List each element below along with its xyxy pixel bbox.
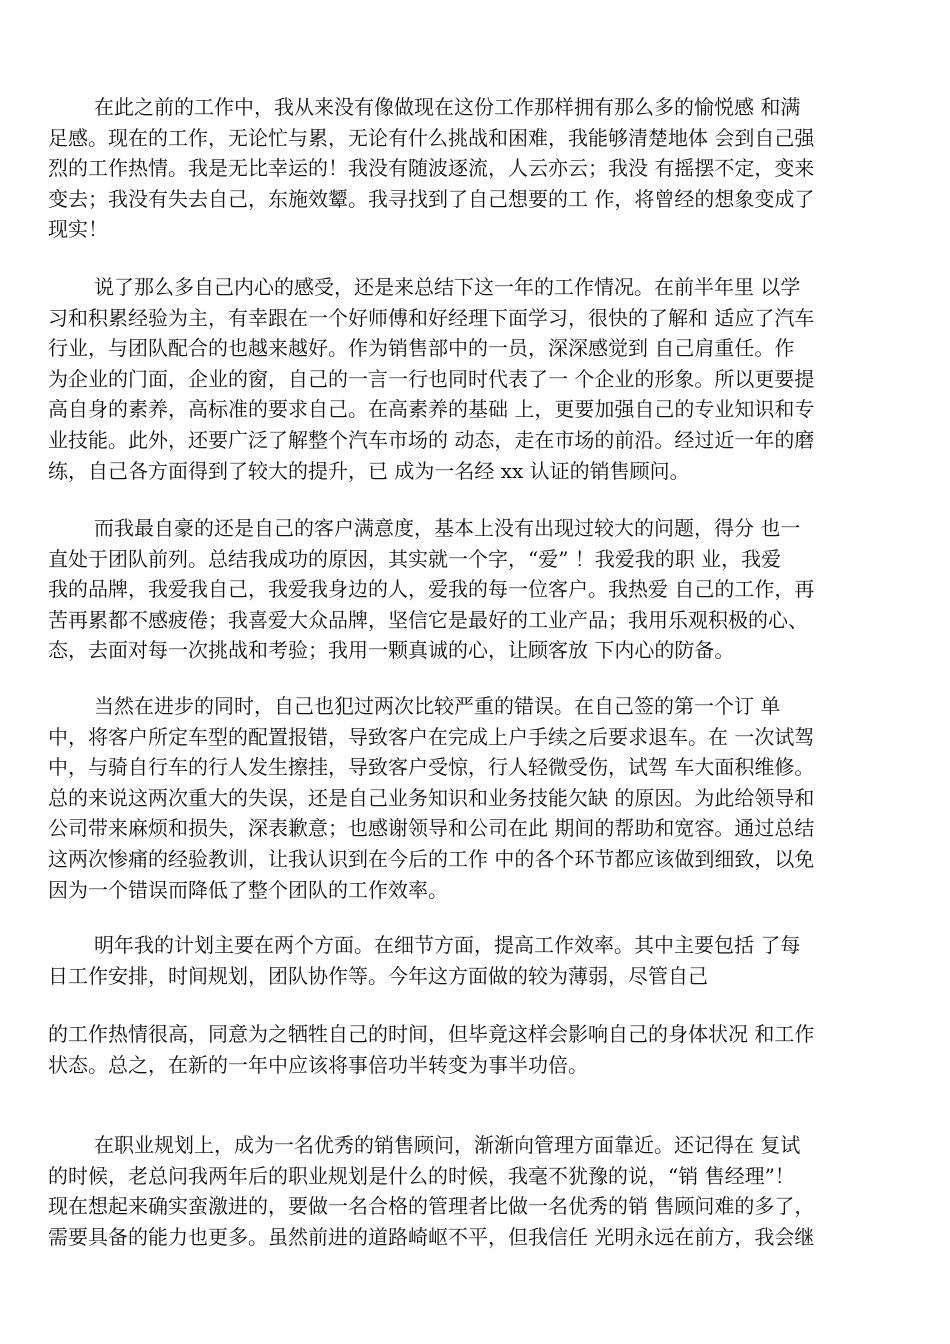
paragraph — [48, 1130, 918, 1252]
text-line: 足感。现在的工作，无论忙与累，无论有什么挑战和困难，我能够清楚地体 会到自己强 — [48, 125, 815, 150]
text-line: 公司带来麻烦和损失，深表歉意；也感谢领导和公司在此 期间的帮助和宽容。通过总结 — [48, 816, 815, 841]
text-line: 中，将客户所定车型的配置报错，导致客户在完成上户手续之后要求退车。在 一次试驾 — [48, 724, 815, 749]
text-line: 态，去面对每一次挑战和考验；我用一颗真诚的心，让顾客放 下内心的防备。 — [48, 638, 735, 663]
paragraph — [48, 272, 918, 486]
text-line: 状态。总之，在新的一年中应该将事倍功半转变为事半功倍。 — [48, 1052, 588, 1077]
paragraph — [48, 513, 918, 666]
text-line: 的时候，老总问我两年后的职业规划是什么的时候，我毫不犹豫的说，“销 售经理”！ — [48, 1163, 795, 1188]
text-line: 行业，与团队配合的也越来越好。作为销售部中的一员，深深感觉到 自己肩重任。作 — [48, 336, 795, 361]
text-line: 因为一个错误而降低了整个团队的工作效率。 — [48, 877, 448, 902]
text-line: 烈的工作热情。我是无比幸运的！我没有随波逐流，人云亦云；我没 有摇摆不定，变来 — [48, 156, 815, 181]
text-line: 日工作安排，时间规划，团队协作等。今年这方面做的较为薄弱，尽管自己 — [48, 963, 708, 988]
text-line: 在此之前的工作中，我从来没有像做现在这份工作那样拥有那么多的愉悦感 和满 — [94, 95, 801, 119]
paragraph — [48, 1019, 918, 1080]
paragraph — [48, 930, 918, 991]
text-line: 高自身的素养，高标准的要求自己。在高素养的基础 上，更要加强自己的专业知识和专 — [48, 397, 815, 422]
text-line: 我的品牌，我爱我自己，我爱我身边的人，爱我的每一位客户。我热爱 自己的工作，再 — [48, 577, 815, 602]
text-line: 的工作热情很高，同意为之牺牲自己的时间，但毕竟这样会影响自己的身体状况 和工作 — [48, 1022, 815, 1046]
text-line: 总的来说这两次重大的失误，还是自己业务知识和业务技能欠缺 的原因。为此给领导和 — [48, 785, 815, 810]
text-line: 苦再累都不感疲倦；我喜爱大众品牌，坚信它是最好的工业产品；我用乐观积极的心、 — [48, 607, 808, 632]
text-line: 需要具备的能力也更多。虽然前进的道路崎岖不平，但我信任 光明永远在前方，我会继 — [48, 1224, 815, 1249]
text-line: 为企业的门面，企业的窗，自己的一言一行也同时代表了一 个企业的形象。所以更要提 — [48, 366, 815, 391]
text-line: 现在想起来确实蛮激进的，要做一名合格的管理者比做一名优秀的销 售顾问难的多了， — [48, 1194, 815, 1219]
paragraph — [48, 92, 918, 245]
text-line: 中，与骑自行车的行人发生擦挂，导致客户受惊，行人轻微受伤，试驾 车大面积维修。 — [48, 755, 815, 780]
text-line: 业技能。此外，还要广泛了解整个汽车市场的 动态，走在市场的前沿。经过近一年的磨 — [48, 427, 815, 452]
text-line: 在职业规划上，成为一名优秀的销售顾问，渐渐向管理方面靠近。还记得在 复试 — [94, 1133, 801, 1157]
text-line: 习和积累经验为主，有幸跟在一个好师傅和好经理下面学习，很快的了解和 适应了汽车 — [48, 305, 815, 330]
paragraph — [48, 691, 918, 905]
text-line: 说了那么多自己内心的感受，还是来总结下这一年的工作情况。在前半年里 以学 — [94, 275, 801, 299]
text-line: 变去；我没有失去自己，东施效颦。我寻找到了自己想要的工 作，将曾经的想象变成了 — [48, 186, 815, 211]
text-line: 这两次惨痛的经验教训，让我认识到在今后的工作 中的各个环节都应该做到细致，以免 — [48, 846, 815, 871]
text-line: 练，自己各方面得到了较大的提升，已 成为一名经 xx 认证的销售顾问。 — [48, 458, 690, 483]
text-line: 而我最自豪的还是自己的客户满意度，基本上没有出现过较大的问题，得分 也一 — [94, 516, 801, 540]
text-line: 明年我的计划主要在两个方面。在细节方面，提高工作效率。其中主要包括 了每 — [94, 933, 801, 957]
text-line: 现实！ — [48, 217, 108, 242]
text-line: 直处于团队前列。总结我成功的原因，其实就一个字，“爱” ！我爱我的职 业，我爱 — [48, 546, 782, 571]
text-line: 当然在进步的同时，自己也犯过两次比较严重的错误。在自己签的第一个订 单 — [94, 694, 781, 718]
